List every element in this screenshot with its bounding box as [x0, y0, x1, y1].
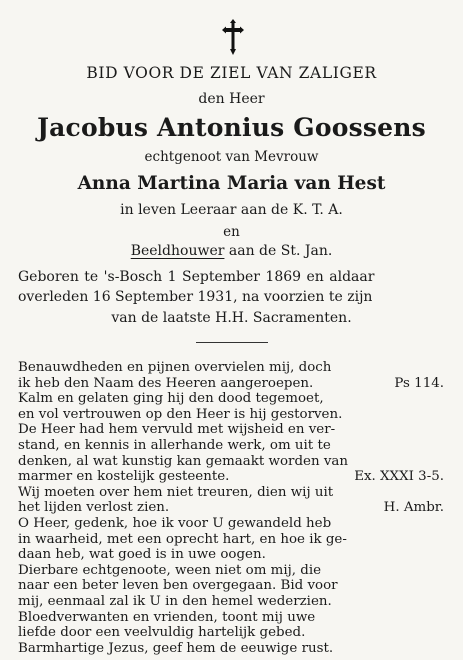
prayer-line-text: liefde door een veelvuldig hartelijk gebed.	[18, 625, 306, 641]
prayer-line	[18, 641, 444, 658]
prayer-line-text: daan heb, wat goed is in uwe oogen.	[18, 547, 266, 563]
prayer-line-text: naar een beter leven ben overgegaan. Bid voor	[18, 578, 338, 594]
prayer-line-text: Wij moeten over hem niet treuren, dien wij uit	[18, 484, 334, 500]
prayer-reference: H. Ambr.	[383, 500, 444, 516]
spouse-intro: echtgenoot van Mevrouw	[144, 149, 319, 165]
beeldhouwer-word: Beeldhouwer	[130, 243, 225, 259]
prayer-line	[18, 625, 444, 642]
prayer-line-text: en vol vertrouwen op den Heer is hij gestorven.	[18, 406, 343, 422]
spouse-name: Anna Martina Maria van Hest	[77, 173, 386, 194]
prayer-line	[18, 547, 444, 564]
prayer-line	[18, 376, 444, 393]
divider	[196, 342, 268, 343]
prayer-line-text: Kalm en gelaten ging hij den dood tegemoet,	[18, 391, 324, 407]
prayer-line-text: in waarheid, met een oprecht hart, en hoe ik ge-	[18, 531, 347, 547]
prayer-line	[18, 438, 444, 455]
prayer-line-text: denken, al wat kunstig kan gemaakt worden van	[18, 453, 348, 469]
birth-line: Geboren te 's-Bosch 1 September 1869 en aldaar	[18, 269, 375, 285]
occupation-line-2	[0, 243, 463, 259]
prayer-line	[18, 360, 444, 377]
prayer-line-text: Dierbare echtgenoote, ween niet om mij, die	[18, 562, 322, 578]
prayer-line-text: marmer en kostelijk gesteente.	[18, 469, 230, 485]
prayer-line-text: Barmhartige Jezus, geef hem de eeuwige rust.	[18, 640, 334, 656]
prayer-line	[18, 610, 444, 627]
beeldhouwer-rest: aan de St. Jan.	[224, 243, 333, 259]
prayer-line	[18, 485, 444, 502]
prayer-line-text: Bloedverwanten en vrienden, toont mij uwe	[18, 609, 316, 625]
prayer-line-text: Benauwdheden en pijnen overvielen mij, doch	[18, 360, 332, 375]
prayer-line	[18, 532, 444, 549]
prayer-line-text: stand, en kennis in allerhande werk, om uit te	[18, 438, 331, 453]
prayer-line	[18, 500, 444, 517]
prayer-line-text: De Heer had hem vervuld met wijsheid en ver-	[18, 422, 336, 438]
prayer-line	[18, 516, 444, 533]
prayer-line	[18, 454, 444, 471]
conjunction-en: en	[223, 224, 240, 240]
sacraments-line: van de laatste H.H. Sacramenten.	[111, 310, 352, 326]
death-line: overleden 16 September 1931, na voorzien te zijn	[18, 289, 373, 305]
prayer-heading: BID VOOR DE ZIEL VAN ZALIGER	[86, 64, 377, 82]
den-heer-text: den Heer	[198, 91, 265, 107]
occupation-line: in leven Leeraar aan de K. T. A.	[120, 202, 343, 218]
prayer-line-text: O Heer, gedenk, hoe ik voor U gewandeld heb	[18, 516, 332, 531]
prayer-reference: Ex. XXXI 3-5.	[354, 469, 444, 485]
prayer-line	[18, 594, 444, 611]
prayer-line-text: ik heb den Naam des Heeren aangeroepen.	[18, 375, 314, 391]
prayer-line	[18, 422, 444, 439]
cross-icon	[221, 17, 245, 57]
prayer-line	[18, 578, 444, 595]
deceased-name: Jacobus Antonius Goossens	[37, 113, 426, 142]
prayer-line	[18, 563, 444, 580]
prayer-line	[18, 391, 444, 408]
prayer-line-text: mij, eenmaal zal ik U in den hemel wederzien.	[18, 594, 332, 609]
prayer-reference: Ps 114.	[394, 375, 444, 391]
prayer-line-text: het lijden verlost zien.	[18, 500, 170, 516]
prayer-line	[18, 469, 444, 486]
prayer-line	[18, 407, 444, 424]
